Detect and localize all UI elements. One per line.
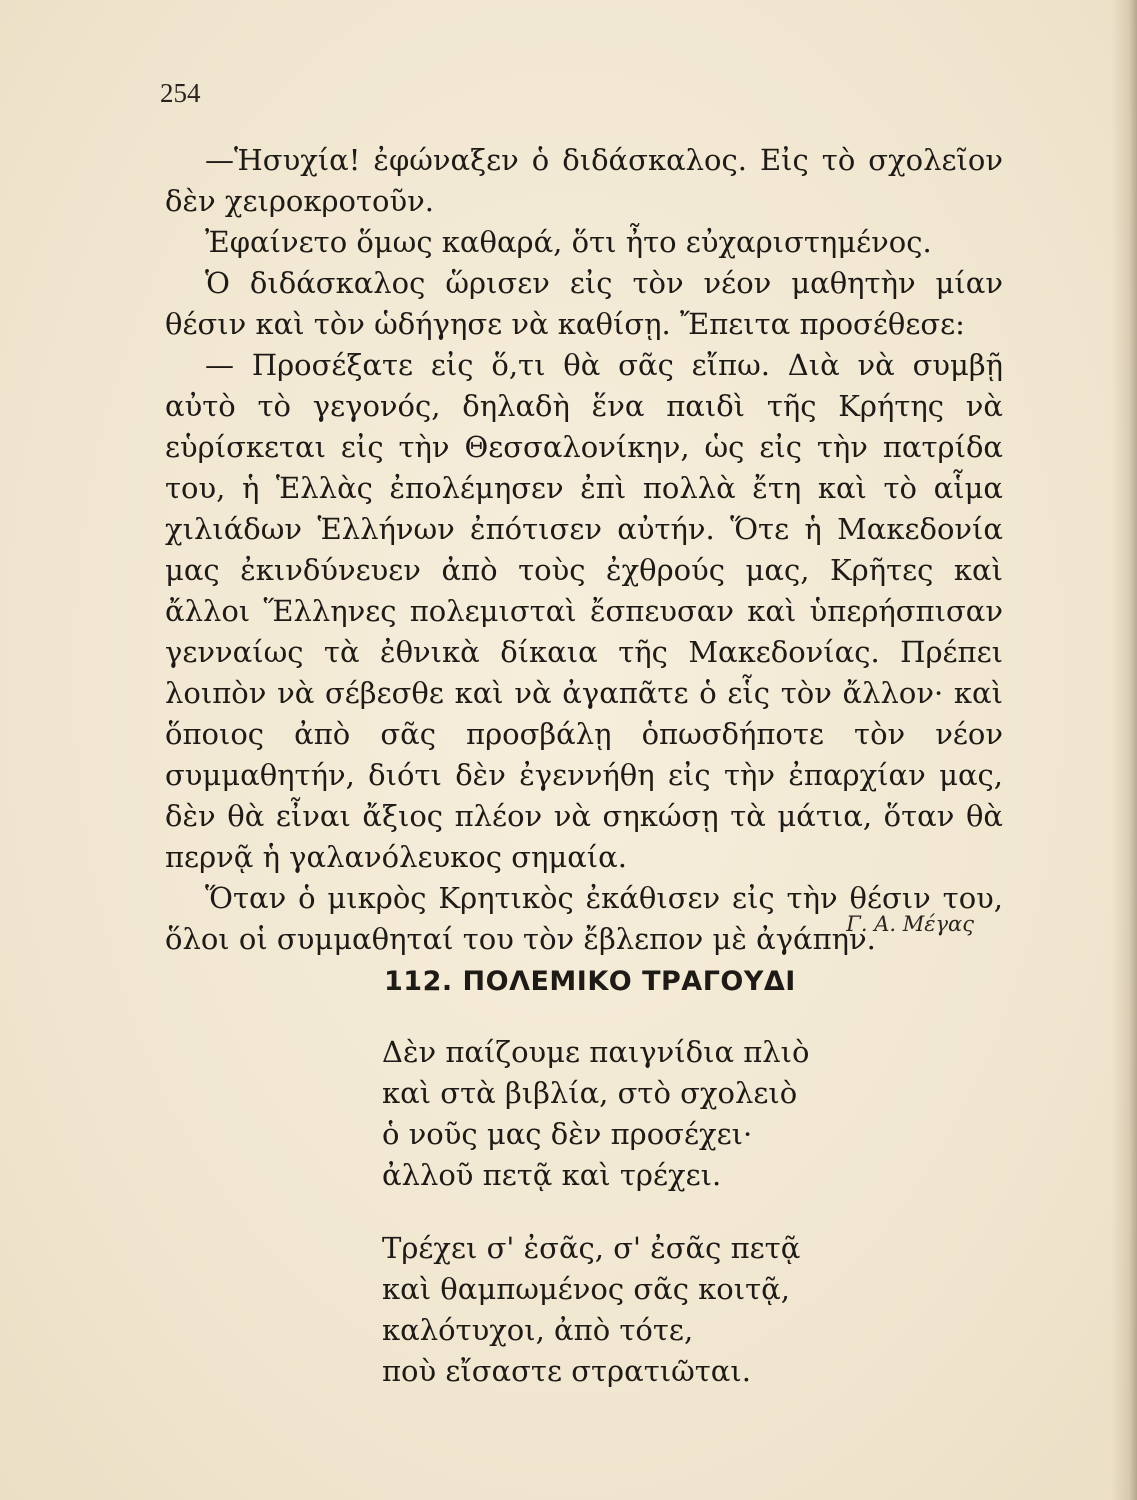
poem-line: ἀλλοῦ πετᾷ καὶ τρέχει. [382,1158,722,1192]
story-text [165,140,1003,960]
poem-line: Τρέχει σ' ἐσᾶς, σ' ἐσᾶς πετᾷ [382,1231,801,1265]
page-number: 254 [160,78,201,108]
poem-line: ὁ νοῦς μας δὲν προσέχει· [382,1117,753,1151]
author-signature: Γ. Α. Μέγας [846,912,974,936]
poem-line: καὶ στὰ βιβλία, στὸ σχολειὸ [382,1076,798,1110]
poem-line: ποὺ εἴσαστε στρατιῶται. [382,1354,751,1388]
paragraph: Ἐφαίνετο ὅμως καθαρά, ὅτι ἦτο εὐχαριστημένος. [205,225,932,259]
poem-line: Δὲν παίζουμε παιγνίδια πλιὸ [382,1035,810,1069]
poem-line: καλότυχοι, ἀπὸ τότε, [382,1313,694,1347]
paragraph: Ὁ διδάσκαλος ὥρισεν εἰς τὸν νέον μαθητὴν μίαν θέσιν καὶ τὸν ὡδήγησε νὰ καθίσῃ. Ἔπειτα προσέθεσε: [165,266,1003,341]
paragraph: Ὅταν ὁ μικρὸς Κρητικὸς ἐκάθισεν εἰς τὴν θέσιν του, ὅλοι οἱ συμμαθηταί του τὸν ἔβλεπον μὲ ἀγάπην. [165,881,1003,956]
paragraph: — Προσέξατε εἰς ὅ,τι θὰ σᾶς εἴπω. Διὰ νὰ συμβῇ αὐτὸ τὸ γεγονός, δηλαδὴ ἕνα παιδὶ τῆς Κρήτης νὰ εὑρίσκεται εἰς τὴν Θεσσαλονίκην, ὡς εἰς τὴν πατρίδα του, ἡ Ἑλλὰς ἐπολέμησεν ἐπὶ πολλὰ ἔτη καὶ τὸ αἷμα χιλιάδων Ἑλλήνων ἐπότισεν αὐτήν. Ὅτε ἡ Μακεδονία μας ἐκινδύνευεν ἀπὸ τοὺς ἐχθρούς μας, Κρῆτες καὶ ἄλλοι Ἕλληνες πολεμισταὶ ἔσπευσαν καὶ ὑπερήσπισαν γενναίως τὰ ἐθνικὰ δίκαια τῆς Μακεδονίας. Πρέπει λοιπὸν νὰ σέβεσθε καὶ νὰ ἀγαπᾶτε ὁ εἷς τὸν ἄλλον· καὶ ὅποιος ἀπὸ σᾶς προσβάλῃ ὁπωσδήποτε τὸν νέον συμμαθητήν, διότι δὲν ἐγεννήθη εἰς τὴν ἐπαρχίαν μας, δὲν θὰ εἶναι ἄξιος πλέον νὰ σηκώσῃ τὰ μάτια, ὅταν θὰ περνᾷ ἡ γαλανόλευκος σημαία. [165,348,1003,874]
poem-stanza [382,1228,1022,1392]
poem-stanza [382,1032,1022,1196]
section-heading: 112. ΠΟΛΕΜΙΚΟ ΤΡΑΓΟΥΔΙ [384,966,796,997]
page-edge-shadow [1111,0,1137,1500]
poem-line: καὶ θαμπωμένος σᾶς κοιτᾷ, [382,1272,790,1306]
paragraph: —Ἡσυχία! ἐφώναξεν ὁ διδάσκαλος. Εἰς τὸ σχολεῖον δὲν χειροκροτοῦν. [165,143,1003,218]
